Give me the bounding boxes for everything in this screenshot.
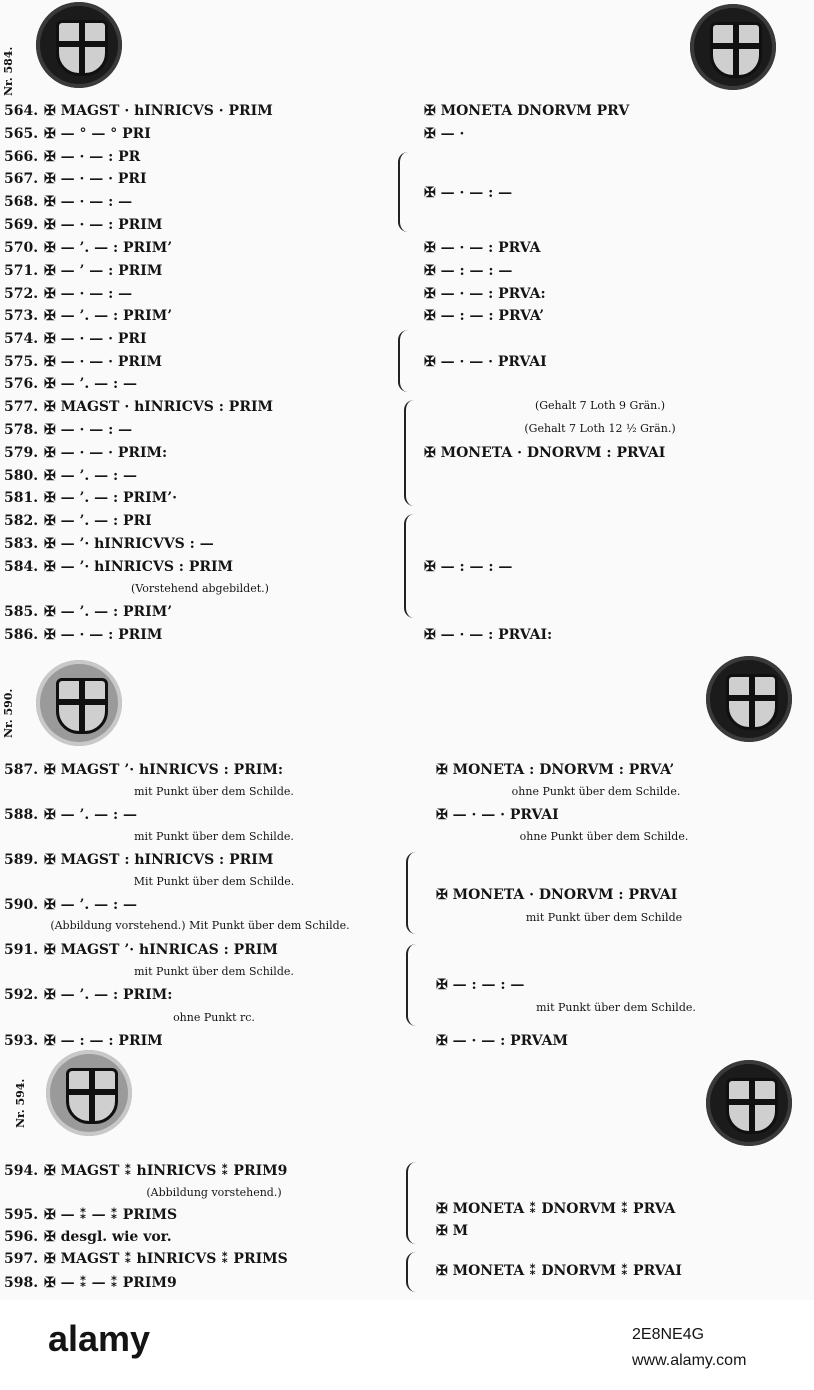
row-590-reverse: ✠ MONETA · DNORVM : PRVAI — [436, 887, 678, 903]
coin-image-590-obverse — [36, 660, 122, 746]
row-569-obverse: ✠ — · — : PRIM — [44, 217, 163, 233]
row-570-number: 570. — [4, 240, 39, 256]
row-593-number: 593. — [4, 1033, 39, 1049]
plate-label-590: Nr. 590. — [2, 688, 15, 738]
row-573-number: 573. — [4, 308, 39, 324]
row-564-obverse: ✠ MAGST · hINRICVS · PRIM — [44, 103, 273, 119]
row-578-obverse: ✠ — · — : — — [44, 422, 133, 438]
row-571-reverse: ✠ — : — : — — [424, 263, 513, 279]
row-580-number: 580. — [4, 468, 39, 484]
coin-image-584-obverse — [36, 2, 122, 88]
row-565-reverse: ✠ — · — [424, 126, 465, 142]
row-582-number: 582. — [4, 513, 39, 529]
group-brace — [404, 514, 414, 618]
row-584-reverse: ✠ — : — : — — [424, 559, 513, 575]
row-584-number: 584. — [4, 559, 39, 575]
row-582-obverse: ✠ — ’. — : PRI — [44, 513, 152, 529]
row-579-reverse: ✠ MONETA · DNORVM : PRVAI — [424, 445, 666, 461]
row-575-number: 575. — [4, 354, 39, 370]
row-596-number: 596. — [4, 1229, 39, 1245]
row-595-number: 595. — [4, 1207, 39, 1223]
row-577-number: 577. — [4, 399, 39, 415]
group-brace — [406, 1252, 416, 1292]
row-587-reverse: ✠ MONETA : DNORVM : PRVA’ — [436, 762, 675, 778]
row-579-number: 579. — [4, 445, 39, 461]
row-574-number: 574. — [4, 331, 39, 347]
row-569-number: 569. — [4, 217, 39, 233]
row-570-reverse: ✠ — · — : PRVA — [424, 240, 541, 256]
row-593-obverse: ✠ — : — : PRIM — [44, 1033, 163, 1049]
row-590-obverse: ✠ — ’. — : — — [44, 897, 138, 913]
row-589-obverse: ✠ MAGST : hINRICVS : PRIM — [44, 852, 274, 868]
row-566-obverse: ✠ — · — : PR — [44, 149, 141, 165]
row-592-number: 592. — [4, 987, 39, 1003]
row-588-reverse: ✠ — · — · PRVAI — [436, 807, 559, 823]
note-587-obverse: mit Punkt über dem Schilde. — [134, 785, 294, 798]
row-594-obverse: ✠ MAGST ⁑ hINRICVS ⁑ PRIM9 — [44, 1163, 288, 1179]
note-590-reverse: mit Punkt über dem Schilde — [525, 911, 683, 924]
row-573-reverse: ✠ — : — : PRVA’ — [424, 308, 544, 324]
row-575-obverse: ✠ — · — · PRIM — [44, 354, 163, 370]
row-591-obverse: ✠ MAGST ’· hINRICAS : PRIM — [44, 942, 278, 958]
note-584-abgebildet: (Vorstehend abgebildet.) — [131, 582, 269, 595]
row-597-obverse: ✠ MAGST ⁑ hINRICVS ⁑ PRIMS — [44, 1251, 288, 1267]
plate-label-584: Nr. 584. — [2, 46, 15, 96]
row-572-obverse: ✠ — · — : — — [44, 286, 133, 302]
row-588-number: 588. — [4, 807, 39, 823]
watermark-logo: alamy — [48, 1318, 151, 1359]
row-598-number: 598. — [4, 1275, 39, 1291]
row-568-reverse: ✠ — · — : — — [424, 185, 513, 201]
row-583-obverse: ✠ — ’· hINRICVVS : — — [44, 536, 214, 552]
plate-label-594: Nr. 594. — [14, 1078, 27, 1128]
row-580-obverse: ✠ — ’. — : — — [44, 468, 138, 484]
watermark-url: www.alamy.com — [632, 1352, 747, 1369]
row-586-number: 586. — [4, 627, 39, 643]
row-596-obverse: ✠ desgl. wie vor. — [44, 1229, 172, 1245]
row-567-number: 567. — [4, 171, 39, 187]
row-568-number: 568. — [4, 194, 39, 210]
row-595-obverse: ✠ — ⁑ — ⁑ PRIMS — [44, 1207, 178, 1223]
note-588-reverse: ohne Punkt über dem Schilde. — [519, 830, 689, 843]
note-gehalt-1: (Gehalt 7 Loth 9 Grän.) — [534, 399, 666, 412]
note-590-obverse: (Abbildung vorstehend.) Mit Punkt über dem Schilde. — [50, 919, 350, 932]
row-593-reverse: ✠ — · — : PRVAM — [436, 1033, 568, 1049]
note-587-reverse: ohne Punkt über dem Schilde. — [511, 785, 681, 798]
row-583-number: 583. — [4, 536, 39, 552]
row-584-obverse: ✠ — ’· hINRICVS : PRIM — [44, 559, 234, 575]
coin-image-594-obverse — [46, 1050, 132, 1136]
row-585-number: 585. — [4, 604, 39, 620]
row-587-obverse: ✠ MAGST ’· hINRICVS : PRIM: — [44, 762, 284, 778]
row-597-reverse: ✠ MONETA ⁑ DNORVM ⁑ PRVAI — [436, 1263, 682, 1279]
row-564-number: 564. — [4, 103, 39, 119]
row-571-obverse: ✠ — ’ — : PRIM — [44, 263, 163, 279]
row-586-reverse: ✠ — · — : PRVAI: — [424, 627, 553, 643]
group-brace — [406, 944, 416, 1026]
note-588-obverse: mit Punkt über dem Schilde. — [134, 830, 294, 843]
row-577-obverse: ✠ MAGST · hINRICVS : PRIM — [44, 399, 274, 415]
note-594-obverse: (Abbildung vorstehend.) — [146, 1186, 282, 1199]
row-587-number: 587. — [4, 762, 39, 778]
note-592-obverse: ohne Punkt rc. — [173, 1011, 255, 1024]
note-591-obverse: mit Punkt über dem Schilde. — [134, 965, 294, 978]
row-567-obverse: ✠ — · — · PRI — [44, 171, 147, 187]
row-595-reverse: ✠ MONETA ⁑ DNORVM ⁑ PRVA — [436, 1201, 676, 1217]
coin-image-590-reverse — [706, 656, 792, 742]
row-581-number: 581. — [4, 490, 39, 506]
row-574-obverse: ✠ — · — · PRI — [44, 331, 147, 347]
row-589-number: 589. — [4, 852, 39, 868]
row-572-number: 572. — [4, 286, 39, 302]
watermark-image-code: 2E8NE4G — [632, 1326, 705, 1343]
row-598-obverse: ✠ — ⁑ — ⁑ PRIM9 — [44, 1275, 177, 1291]
row-572-reverse: ✠ — · — : PRVA: — [424, 286, 546, 302]
row-597-number: 597. — [4, 1251, 39, 1267]
row-578-number: 578. — [4, 422, 39, 438]
row-579-obverse: ✠ — · — · PRIM: — [44, 445, 168, 461]
row-576-obverse: ✠ — ’. — : — — [44, 376, 138, 392]
group-brace — [398, 152, 408, 232]
row-592-reverse: ✠ — : — : — — [436, 977, 525, 993]
row-586-obverse: ✠ — · — : PRIM — [44, 627, 163, 643]
row-564-reverse: ✠ MONETA DNORVM PRV — [424, 103, 630, 119]
row-576-number: 576. — [4, 376, 39, 392]
row-590-number: 590. — [4, 897, 39, 913]
row-592-obverse: ✠ — ’. — : PRIM: — [44, 987, 173, 1003]
row-588-obverse: ✠ — ’. — : — — [44, 807, 138, 823]
row-581-obverse: ✠ — ’. — : PRIM’· — [44, 490, 177, 506]
row-575-reverse: ✠ — · — · PRVAI — [424, 354, 547, 370]
note-gehalt-2: (Gehalt 7 Loth 12 ½ Grän.) — [524, 422, 676, 435]
row-568-obverse: ✠ — · — : — — [44, 194, 133, 210]
group-brace — [404, 400, 414, 506]
note-589-obverse: Mit Punkt über dem Schilde. — [133, 875, 295, 888]
coin-image-584-reverse — [690, 4, 776, 90]
row-571-number: 571. — [4, 263, 39, 279]
group-brace — [398, 330, 408, 392]
row-570-obverse: ✠ — ’. — : PRIM’ — [44, 240, 173, 256]
row-591-number: 591. — [4, 942, 39, 958]
row-573-obverse: ✠ — ’. — : PRIM’ — [44, 308, 173, 324]
row-565-number: 565. — [4, 126, 39, 142]
group-brace — [406, 852, 416, 934]
row-565-obverse: ✠ — ° — ° PRI — [44, 126, 151, 142]
group-brace — [406, 1162, 416, 1244]
coin-image-594-reverse — [706, 1060, 792, 1146]
note-592-reverse: mit Punkt über dem Schilde. — [536, 1001, 696, 1014]
row-596-reverse: ✠ M — [436, 1223, 469, 1239]
row-585-obverse: ✠ — ’. — : PRIM’ — [44, 604, 173, 620]
row-594-number: 594. — [4, 1163, 39, 1179]
row-566-number: 566. — [4, 149, 39, 165]
